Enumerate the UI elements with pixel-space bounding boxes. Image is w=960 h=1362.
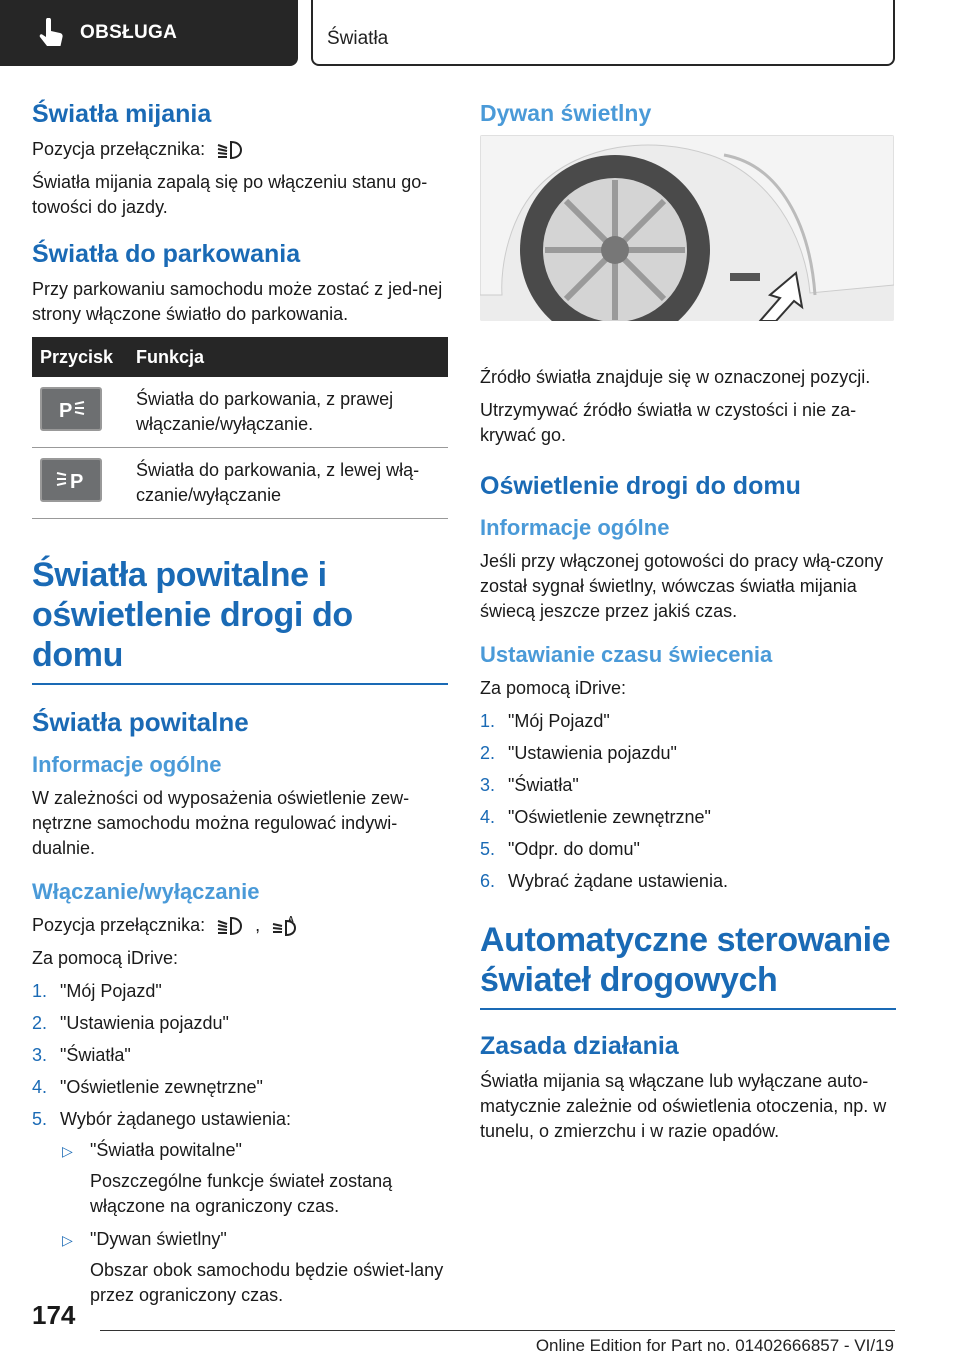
- section-tab: [0, 0, 298, 66]
- substep-description: Obszar obok samochodu będzie oświet-lany przez ograniczony czas.: [90, 1260, 444, 1305]
- list-item: [32, 1107, 448, 1308]
- svg-text:P: P: [59, 400, 73, 422]
- left-column: [32, 100, 448, 1318]
- step-text: "Mój Pojazd": [60, 981, 162, 1001]
- svg-text:P: P: [70, 471, 84, 493]
- table-row: [32, 377, 448, 448]
- onoff-heading: Włączanie/wyłączanie: [32, 879, 260, 904]
- light-carpet-heading: Dywan świetlny: [480, 100, 652, 126]
- step-number: 4.: [480, 807, 496, 827]
- substep-title: "Dywan świetlny": [90, 1229, 227, 1249]
- home-light-heading: Oświetlenie drogi do domu: [480, 472, 801, 500]
- table-cell-button: [32, 448, 128, 519]
- step-text: "Światła": [508, 775, 579, 795]
- step-text: "Oświetlenie zewnętrzne": [60, 1077, 263, 1097]
- step-text: "Oświetlenie zewnętrzne": [508, 807, 711, 827]
- step-number: 2.: [32, 1013, 48, 1033]
- idrive-label: Za pomocą iDrive:: [480, 678, 627, 698]
- table-cell-function: Światła do parkowania, z lewej włą-czanie/wyłączanie: [128, 448, 448, 519]
- general-info-text: W zależności od wyposażenia oświetlenie zew-nętrzne samochodu można regulować indywi-dualnie.: [32, 788, 410, 858]
- step-text: Wybrać żądane ustawienia.: [508, 871, 728, 891]
- parking-text: Przy parkowaniu samochodu może zostać z jed-nej strony włączone światło do parkowania.: [32, 279, 443, 324]
- parking-table: [32, 337, 448, 519]
- step-text: "Ustawienia pojazdu": [508, 743, 677, 763]
- step-number: 3.: [32, 1045, 48, 1065]
- sub-list-item: [60, 1138, 448, 1219]
- step-number: 5.: [480, 839, 496, 859]
- right-column: [480, 100, 896, 1152]
- step-number: 3.: [480, 775, 496, 795]
- low-beam-heading: Światła mijania: [32, 100, 212, 128]
- list-item: [32, 1075, 448, 1100]
- page-number: 174: [32, 1300, 76, 1330]
- table-row: [32, 448, 448, 519]
- list-item: [32, 1043, 448, 1068]
- list-item: [480, 773, 896, 798]
- sub-list-item: [60, 1227, 448, 1308]
- auto-highbeam-big-heading: Automatyczne sterowanie świateł drogowych: [480, 920, 896, 1010]
- hand-pointer-icon: [38, 18, 64, 48]
- triangle-bullet-icon: ▷: [62, 1232, 73, 1248]
- parking-heading: Światła do parkowania: [32, 240, 301, 268]
- home-steps: [480, 709, 896, 894]
- wheel-illustration: [480, 135, 894, 321]
- step-text: "Mój Pojazd": [508, 711, 610, 731]
- onoff-switch-line: [32, 913, 448, 938]
- list-item: [480, 741, 896, 766]
- welcome-lights-heading: Światła powitalne: [32, 707, 249, 737]
- list-item: [480, 709, 896, 734]
- step-text: "Odpr. do domu": [508, 839, 640, 859]
- auto-light-icon: [271, 915, 299, 937]
- table-cell-function: Światła do parkowania, z prawej włączanie/wyłączanie.: [128, 377, 448, 448]
- substep-description: Poszczególne funkcje świateł zostaną włączone na ograniczony czas.: [90, 1171, 393, 1216]
- step-number: 4.: [32, 1077, 48, 1097]
- table-cell-button: [32, 377, 128, 448]
- welcome-substeps: [60, 1138, 448, 1308]
- parking-light-right-icon: [40, 387, 102, 431]
- step-text: Wybór żądanego ustawienia:: [60, 1109, 291, 1129]
- carpet-text-2: Utrzymywać źródło światła w czystości i nie za-krywać go.: [480, 400, 857, 445]
- general-info-heading: Informacje ogólne: [480, 515, 670, 540]
- general-info-heading: Informacje ogólne: [32, 752, 222, 777]
- table-header-row: [32, 337, 448, 377]
- col-button-header: Przycisk: [32, 337, 128, 377]
- parking-light-left-icon: [40, 458, 102, 502]
- list-item: [480, 837, 896, 862]
- step-text: "Światła": [60, 1045, 131, 1065]
- section-tab-label: OBSŁUGA: [80, 22, 178, 43]
- separator: ,: [255, 915, 261, 935]
- step-number: 2.: [480, 743, 496, 763]
- low-beam-text: Światła mijania zapalą się po włączeniu stanu go-towości do jazdy.: [32, 172, 428, 217]
- principle-heading: Zasada działania: [480, 1032, 679, 1060]
- welcome-steps: [32, 979, 448, 1308]
- col-function-header: Funkcja: [128, 337, 448, 377]
- page-header: [0, 0, 960, 66]
- step-number: 1.: [32, 981, 48, 1001]
- switch-position-label: Pozycja przełącznika:: [32, 915, 206, 935]
- list-item: [32, 979, 448, 1004]
- footer-divider: [100, 1330, 895, 1331]
- welcome-lights-big-heading: Światła powitalne i oświetlenie drogi do domu: [32, 555, 448, 685]
- list-item: [480, 869, 896, 894]
- chapter-box: [311, 0, 895, 66]
- carpet-text-1: Źródło światła znajduje się w oznaczonej pozycji.: [480, 367, 871, 387]
- list-item: [480, 805, 896, 830]
- substep-title: "Światła powitalne": [90, 1140, 242, 1160]
- home-general-text: Jeśli przy włączonej gotowości do pracy włą-czony został sygnał świetlny, wówczas światła mijania świecą jeszcze przez jakiś czas.: [480, 551, 884, 621]
- triangle-bullet-icon: ▷: [62, 1143, 73, 1159]
- idrive-label: Za pomocą iDrive:: [32, 948, 179, 968]
- step-text: "Ustawienia pojazdu": [60, 1013, 229, 1033]
- edition-note: Online Edition for Part no. 01402666857 - VI/19: [535, 1336, 894, 1355]
- low-beam-icon: [216, 139, 244, 161]
- step-number: 5.: [32, 1109, 48, 1129]
- switch-position-label: Pozycja przełącznika:: [32, 139, 206, 159]
- step-number: 1.: [480, 711, 496, 731]
- chapter-title: Światła: [327, 28, 389, 49]
- low-beam-icon: [216, 915, 244, 937]
- step-number: 6.: [480, 871, 496, 891]
- duration-heading: Ustawianie czasu świecenia: [480, 642, 773, 667]
- svg-text:A: A: [288, 915, 294, 925]
- principle-text: Światła mijania są włączane lub wyłączane auto-matycznie zależnie od oświetlenia otoczenia, np. w tunelu, o zmierzchu i w razie opadów.: [480, 1071, 887, 1141]
- low-beam-switch-line: [32, 137, 448, 162]
- list-item: [32, 1011, 448, 1036]
